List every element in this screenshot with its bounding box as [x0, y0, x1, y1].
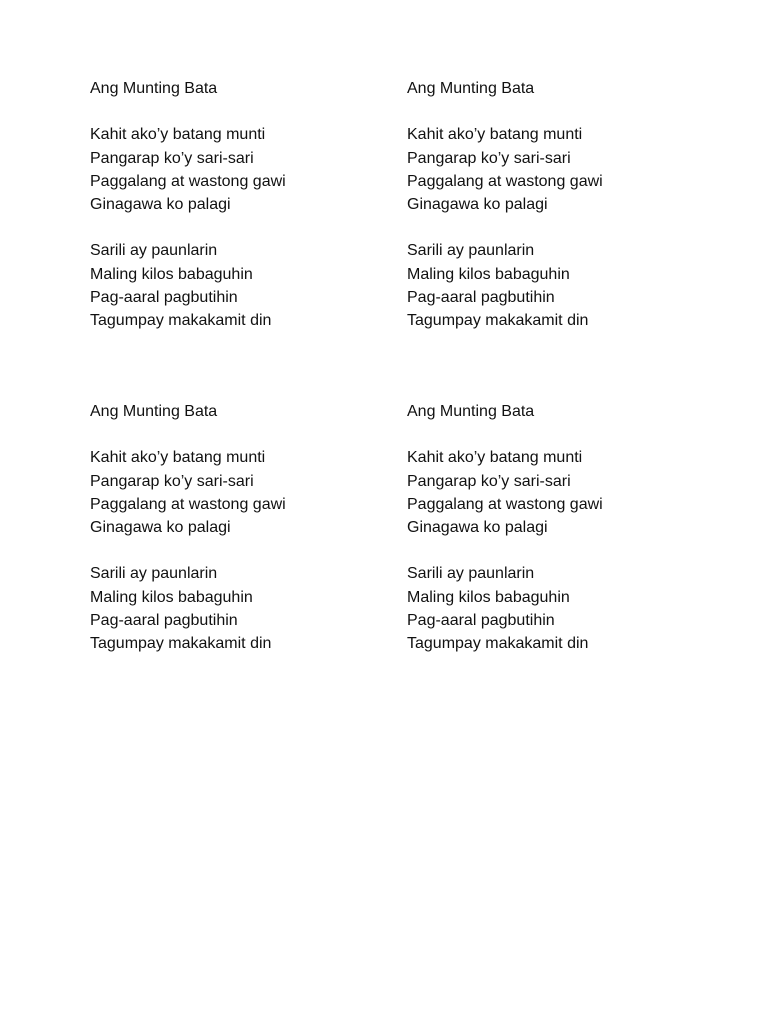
poem-title: Ang Munting Bata	[90, 403, 218, 420]
stanza-2	[90, 239, 390, 332]
poem-line: Maling kilos babaguhin	[90, 265, 253, 283]
poem-line: Pag-aaral pagbutihin	[90, 288, 238, 306]
poem-bottom-left	[90, 400, 390, 655]
poem-line: Sarili ay paunlarin	[407, 242, 535, 260]
poem-line: Pangarap ko’y sari-sari	[90, 149, 254, 167]
poem-line: Ginagawa ko palagi	[90, 195, 231, 213]
poem-line: Tagumpay makakamit din	[90, 311, 272, 329]
poem-line: Ginagawa ko palagi	[407, 195, 548, 213]
poem-top-right	[407, 77, 707, 332]
poem-line: Sarili ay paunlarin	[90, 565, 218, 583]
poem-line: Tagumpay makakamit din	[90, 634, 272, 652]
stanza-1	[90, 446, 390, 539]
poem-line: Tagumpay makakamit din	[407, 311, 589, 329]
poem-line: Paggalang at wastong gawi	[407, 495, 603, 513]
poem-line: Sarili ay paunlarin	[407, 565, 535, 583]
stanza-2	[90, 562, 390, 655]
poem-line: Sarili ay paunlarin	[90, 242, 218, 260]
poem-title: Ang Munting Bata	[407, 80, 535, 97]
poem-top-left	[90, 77, 390, 332]
poem-line: Maling kilos babaguhin	[407, 588, 570, 606]
poem-line: Pag-aaral pagbutihin	[90, 611, 238, 629]
poem-line: Ginagawa ko palagi	[90, 518, 231, 536]
poem-line: Tagumpay makakamit din	[407, 634, 589, 652]
poem-line: Paggalang at wastong gawi	[90, 495, 286, 513]
poem-title: Ang Munting Bata	[407, 403, 535, 420]
poem-line: Paggalang at wastong gawi	[407, 172, 603, 190]
stanza-1	[407, 446, 707, 539]
poem-line: Ginagawa ko palagi	[407, 518, 548, 536]
poem-line: Maling kilos babaguhin	[90, 588, 253, 606]
poem-line: Pangarap ko’y sari-sari	[407, 149, 571, 167]
poem-bottom-right	[407, 400, 707, 655]
poem-line: Pag-aaral pagbutihin	[407, 611, 555, 629]
poem-title: Ang Munting Bata	[90, 80, 218, 97]
poem-line: Kahit ako’y batang munti	[407, 449, 583, 467]
stanza-2	[407, 562, 707, 655]
poem-line: Maling kilos babaguhin	[407, 265, 570, 283]
stanza-2	[407, 239, 707, 332]
poem-line: Paggalang at wastong gawi	[90, 172, 286, 190]
poem-line: Pag-aaral pagbutihin	[407, 288, 555, 306]
poem-line: Pangarap ko’y sari-sari	[90, 472, 254, 490]
stanza-1	[407, 123, 707, 216]
poem-line: Kahit ako’y batang munti	[90, 449, 266, 467]
poem-line: Pangarap ko’y sari-sari	[407, 472, 571, 490]
poem-line: Kahit ako’y batang munti	[90, 126, 266, 144]
stanza-1	[90, 123, 390, 216]
poem-line: Kahit ako’y batang munti	[407, 126, 583, 144]
